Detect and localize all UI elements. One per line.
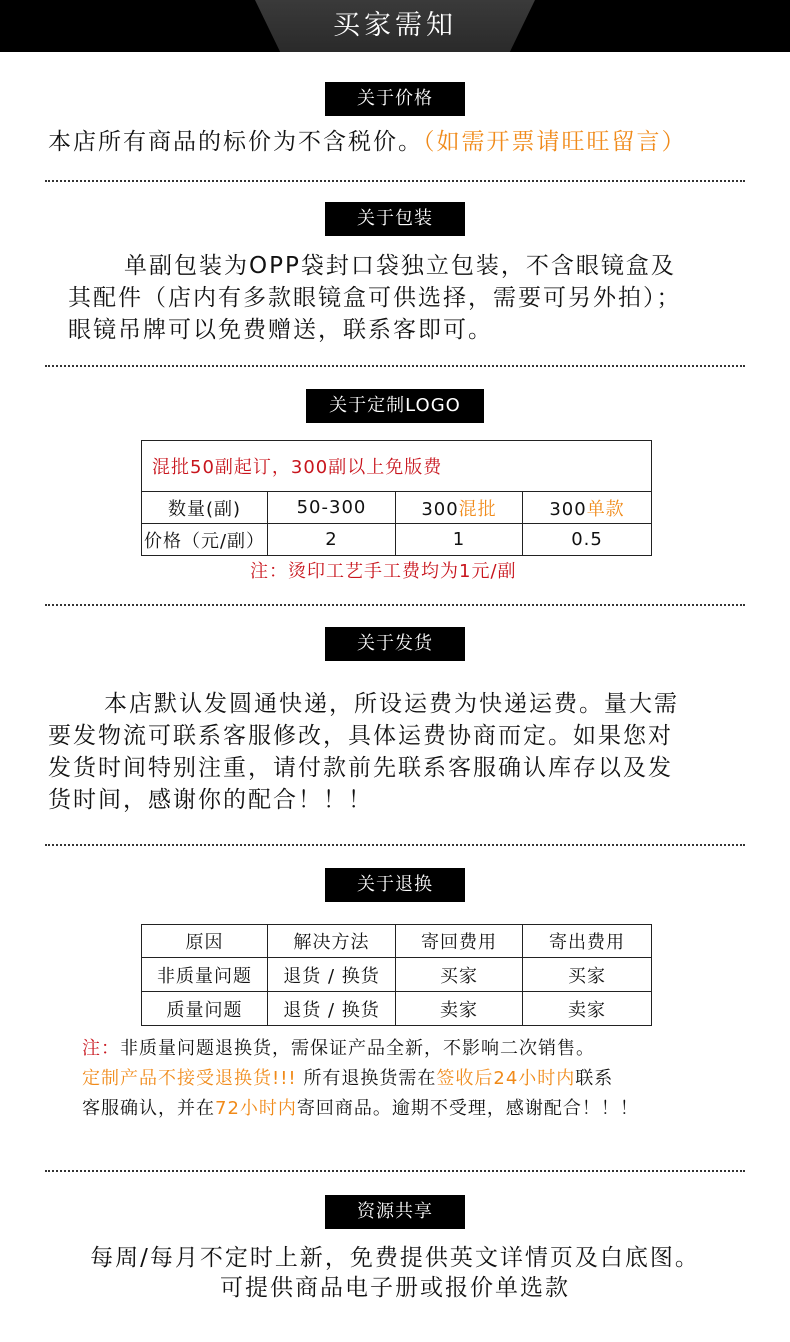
logo-row-value: 2 [268, 524, 396, 556]
price-text [48, 126, 687, 158]
packaging-line-2: 其配件（店内有多款眼镜盒可供选择，需要可另外拍）； [68, 285, 682, 311]
divider [45, 1170, 745, 1172]
returns-note-prefix: 注： [82, 1038, 120, 1059]
shipping-line-4: 货时间，感谢你的配合！！！ [48, 787, 373, 813]
divider [45, 844, 745, 846]
section-label-returns: 关于退换 [325, 868, 465, 902]
resources-line-2: 可提供商品电子册或报价单选款 [220, 1275, 570, 1301]
section-label-shipping: 关于发货 [325, 627, 465, 661]
section-label-price: 关于价格 [325, 82, 465, 116]
shipping-line-2: 要发物流可联系客服修改，具体运费协商而定。如果您对 [48, 723, 673, 749]
returns-cell-buyer: 买家 [523, 958, 652, 992]
logo-row-value: 1 [396, 524, 523, 556]
returns-header: 解决方法 [268, 925, 396, 958]
returns-cell: 退货 / 换货 [268, 992, 396, 1026]
shipping-text [48, 688, 748, 816]
returns-note-2-mid: 所有退换货需在 [296, 1068, 437, 1089]
returns-note-3 [82, 1094, 639, 1124]
returns-table [141, 924, 652, 1026]
section-label-packaging: 关于包装 [325, 202, 465, 236]
logo-header-mixed-prefix: 300 [421, 498, 459, 520]
logo-header-range: 50-300 [268, 492, 396, 524]
logo-row-label: 价格（元/副） [142, 524, 268, 556]
logo-header-single-prefix: 300 [549, 498, 587, 520]
returns-note-3-end: 寄回商品。逾期不受理，感谢配合！！！ [296, 1098, 639, 1119]
returns-cell: 卖家 [523, 992, 652, 1026]
logo-row-value: 0.5 [523, 524, 652, 556]
resources-line-1: 每周/每月不定时上新，免费提供英文详情页及白底图。 [90, 1245, 700, 1271]
price-main: 本店所有商品的标价为不含税价。 [48, 129, 423, 155]
logo-header-mixed-hl: 混批 [458, 498, 497, 520]
section-label-resources: 资源共享 [325, 1195, 465, 1229]
returns-cell: 退货 / 换货 [268, 958, 396, 992]
returns-header: 寄出费用 [523, 925, 652, 958]
divider [45, 604, 745, 606]
logo-banner: 混批50副起订，300副以上免版费 [142, 441, 652, 492]
returns-cell: 质量问题 [142, 992, 268, 1026]
page-title: 买家需知 [333, 10, 457, 41]
logo-header-single [523, 492, 652, 524]
returns-note-3-start: 客服确认，并在 [82, 1098, 215, 1119]
packaging-text [68, 250, 748, 346]
returns-note-2-orange2: 签收后24小时内 [436, 1068, 576, 1089]
packaging-line-1: 单副包装为OPP袋封口袋独立包装，不含眼镜盒及 [124, 253, 676, 279]
logo-header-mixed [396, 492, 523, 524]
section-label-logo: 关于定制LOGO [306, 389, 484, 423]
logo-price-table [141, 440, 652, 556]
shipping-line-3: 发货时间特别注重，请付款前先联系客服确认库存以及发 [48, 755, 673, 781]
returns-header: 原因 [142, 925, 268, 958]
logo-note: 注：烫印工艺手工费均为1元/副 [250, 561, 517, 582]
returns-note-1 [82, 1034, 595, 1064]
returns-note-2-orange: 定制产品不接受退换货!!! [82, 1068, 297, 1089]
logo-header-qty: 数量(副) [142, 492, 268, 524]
price-invoice-note: （如需开票请旺旺留言） [423, 129, 687, 155]
logo-header-single-hl: 单款 [586, 498, 625, 520]
divider [45, 180, 745, 182]
returns-cell: 卖家 [396, 992, 523, 1026]
returns-header: 寄回费用 [396, 925, 523, 958]
returns-note-2 [82, 1064, 613, 1094]
returns-note-3-orange: 72小时内 [215, 1098, 297, 1119]
packaging-line-3: 眼镜吊牌可以免费赠送，联系客即可。 [68, 317, 493, 343]
returns-note-1-text: 非质量问题退换货，需保证产品全新，不影响二次销售。 [120, 1038, 595, 1059]
divider [45, 365, 745, 367]
returns-cell: 非质量问题 [142, 958, 268, 992]
returns-note-2-end: 联系 [575, 1068, 614, 1089]
returns-cell-buyer: 买家 [396, 958, 523, 992]
shipping-line-1: 本店默认发圆通快递，所设运费为快递运费。量大需 [104, 691, 679, 717]
